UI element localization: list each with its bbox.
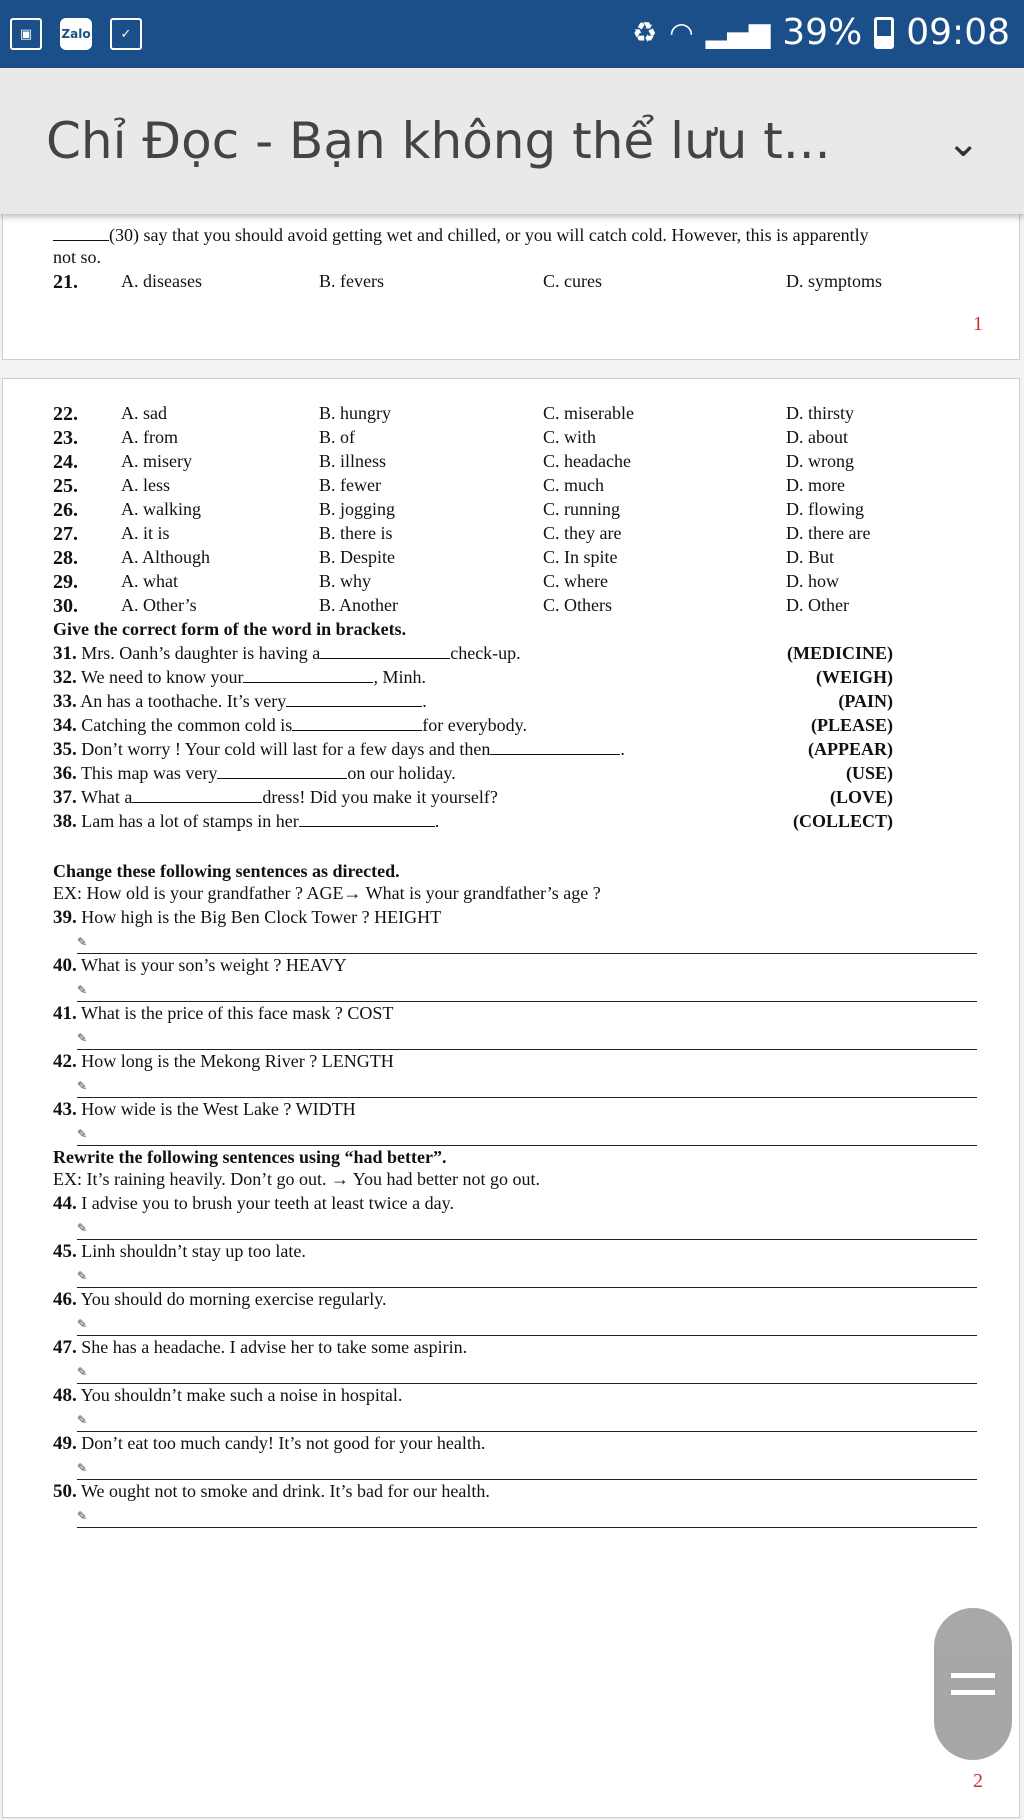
sentence-item: 44. I advise you to brush your teeth at least twice a day. xyxy=(53,1193,454,1214)
menu-icon xyxy=(951,1673,995,1695)
menu-button[interactable] xyxy=(934,1608,1012,1760)
clock: 09:08 xyxy=(906,12,1010,53)
section-heading: Rewrite the following sentences using “had better”. xyxy=(53,1147,447,1167)
word-form-item: 31. Mrs. Oanh’s daughter is having a check-up. (MEDICINE) xyxy=(53,643,893,664)
recycle-icon: ♻ xyxy=(632,16,658,49)
sentence-item: 49. Don’t eat too much candy! It’s not good for your health. xyxy=(53,1433,486,1454)
signal-icon: ▂▄▆ xyxy=(705,16,771,49)
pencil-icon: ✎ xyxy=(77,983,88,997)
sentence-item: 40. What is your son’s weight ? HEAVY xyxy=(53,955,347,976)
checkbox-icon: ✓ xyxy=(110,18,142,50)
section-heading: Give the correct form of the word in brackets. xyxy=(53,619,407,639)
document-page-2 xyxy=(2,378,1020,1818)
question-row: 26. A. walking B. jogging C. running D. flowing xyxy=(53,499,864,521)
pencil-icon: ✎ xyxy=(77,1317,88,1331)
pencil-icon: ✎ xyxy=(77,1509,88,1523)
battery-icon xyxy=(874,17,894,49)
answer-line[interactable] xyxy=(77,1335,977,1336)
answer-line[interactable] xyxy=(77,1097,977,1098)
word-form-item: 33. An has a toothache. It’s very . (PAIN) xyxy=(53,691,893,712)
pencil-icon: ✎ xyxy=(77,1269,88,1283)
pencil-icon: ✎ xyxy=(77,935,88,949)
section-heading: Change these following sentences as directed. xyxy=(53,861,400,881)
pencil-icon: ✎ xyxy=(77,1079,88,1093)
word-form-item: 32. We need to know your , Minh. (WEIGH) xyxy=(53,667,893,688)
battery-percent: 39% xyxy=(782,12,863,53)
question-row: 29. A. what B. why C. where D. how xyxy=(53,571,839,593)
question-row: 22. A. sad B. hungry C. miserable D. thirsty xyxy=(53,403,855,425)
pencil-icon: ✎ xyxy=(77,1031,88,1045)
text-line: (30) say that you should avoid getting wet and chilled, or you will catch cold. However, this is apparently xyxy=(53,225,869,246)
title-bar xyxy=(0,68,1024,214)
sentence-item: 41. What is the price of this face mask ? COST xyxy=(53,1003,394,1024)
word-form-item: 35. Don’t worry ! Your cold will last for a few days and then . (APPEAR) xyxy=(53,739,893,760)
answer-line[interactable] xyxy=(77,953,977,954)
question-row: 30. A. Other’s B. Another C. Others D. Other xyxy=(53,595,849,617)
status-bar xyxy=(0,0,1024,68)
pencil-icon: ✎ xyxy=(77,1127,88,1141)
page-number: 2 xyxy=(973,1770,983,1792)
page-number: 1 xyxy=(973,313,983,335)
answer-line[interactable] xyxy=(77,1239,977,1240)
answer-line[interactable] xyxy=(77,1431,977,1432)
sentence-item: 42. How long is the Mekong River ? LENGTH xyxy=(53,1051,394,1072)
pencil-icon: ✎ xyxy=(77,1461,88,1475)
answer-line[interactable] xyxy=(77,1479,977,1480)
sentence-item: 46. You should do morning exercise regularly. xyxy=(53,1289,387,1310)
sentence-item: 47. She has a headache. I advise her to take some aspirin. xyxy=(53,1337,468,1358)
wifi-icon: ◠ xyxy=(669,16,694,49)
document-page-1 xyxy=(2,200,1020,360)
answer-line[interactable] xyxy=(77,1049,977,1050)
question-row: 25. A. less B. fewer C. much D. more xyxy=(53,475,845,497)
word-form-item: 36. This map was very on our holiday. (USE) xyxy=(53,763,893,784)
sentence-item: 50. We ought not to smoke and drink. It’s bad for our health. xyxy=(53,1481,490,1502)
question-row: 23. A. from B. of C. with D. about xyxy=(53,427,848,449)
chevron-down-icon[interactable]: ⌄ xyxy=(946,120,980,166)
pencil-icon: ✎ xyxy=(77,1221,88,1235)
sentence-item: 45. Linh shouldn’t stay up too late. xyxy=(53,1241,306,1262)
question-row: 24. A. misery B. illness C. headache D. wrong xyxy=(53,451,854,473)
sentence-item: 39. How high is the Big Ben Clock Tower ? HEIGHT xyxy=(53,907,442,928)
answer-line[interactable] xyxy=(77,1145,977,1146)
sentence-item: 48. You shouldn’t make such a noise in hospital. xyxy=(53,1385,403,1406)
pencil-icon: ✎ xyxy=(77,1365,88,1379)
answer-line[interactable] xyxy=(77,1001,977,1002)
word-form-item: 38. Lam has a lot of stamps in her . (COLLECT) xyxy=(53,811,893,832)
document-title: Chỉ Đọc - Bạn không thể lưu t... xyxy=(46,112,831,170)
question-row: 27. A. it is B. there is C. they are D. there are xyxy=(53,523,871,545)
answer-line[interactable] xyxy=(77,1527,977,1528)
answer-line[interactable] xyxy=(77,1287,977,1288)
question-row: 21. A. diseases B. fevers C. cures D. symptoms xyxy=(53,271,883,293)
example-line: EX: It’s raining heavily. Don’t go out. → You had better not go out. xyxy=(53,1169,540,1189)
zalo-icon: Zalo xyxy=(60,18,92,50)
text-line: not so. xyxy=(53,247,102,267)
question-row: 28. A. Although B. Despite C. In spite D. But xyxy=(53,547,835,569)
example-line: EX: How old is your grandfather ? AGE→ What is your grandfather’s age ? xyxy=(53,883,601,903)
pencil-icon: ✎ xyxy=(77,1413,88,1427)
word-form-item: 37. What a dress! Did you make it yourself? (LOVE) xyxy=(53,787,893,808)
word-form-item: 34. Catching the common cold is for everybody. (PLEASE) xyxy=(53,715,893,736)
answer-line[interactable] xyxy=(77,1383,977,1384)
sentence-item: 43. How wide is the West Lake ? WIDTH xyxy=(53,1099,356,1120)
image-icon: ▣ xyxy=(10,18,42,50)
